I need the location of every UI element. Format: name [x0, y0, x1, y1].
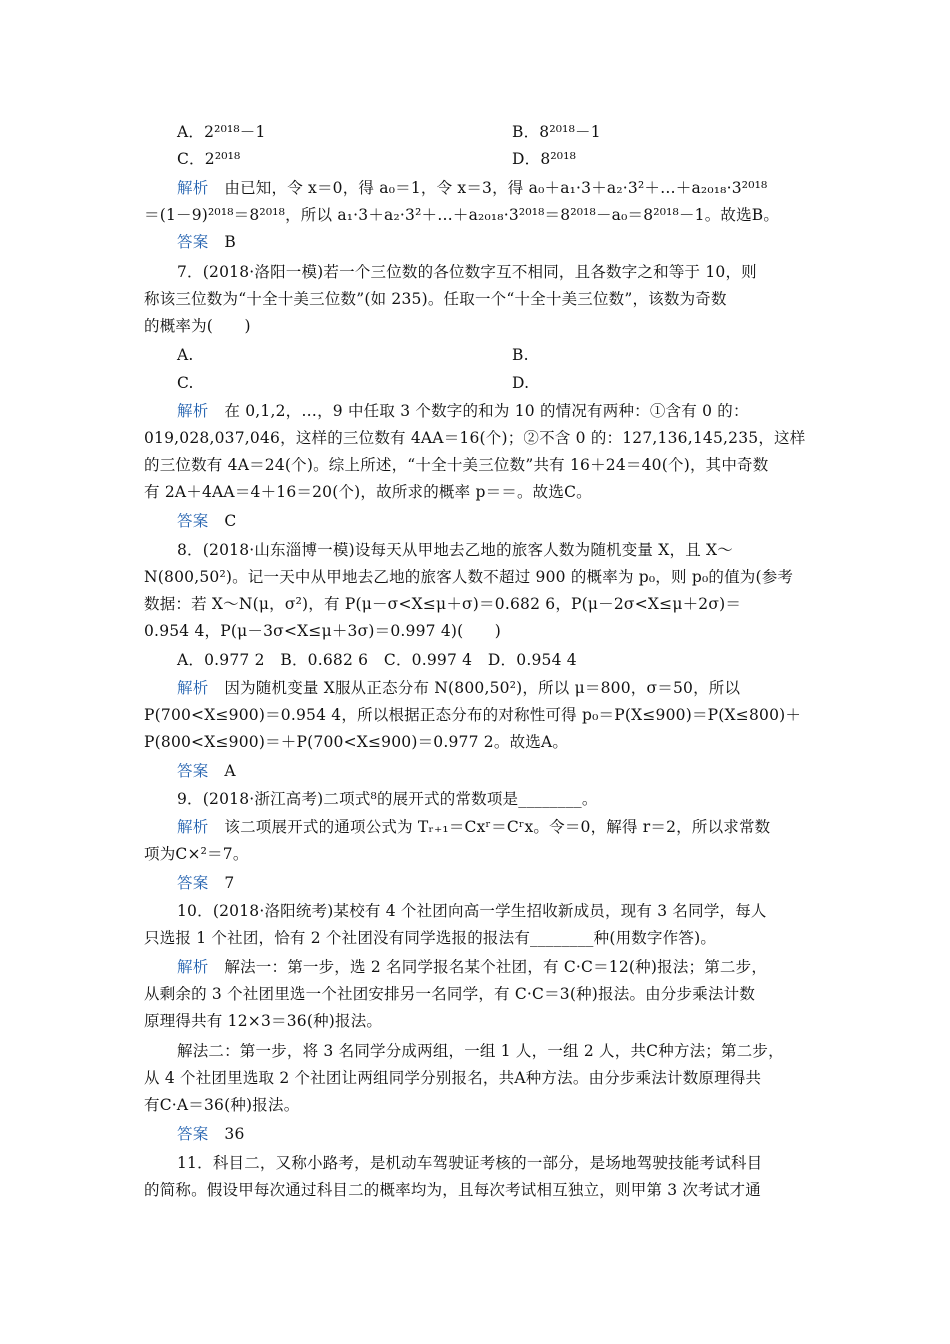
answer-line: 答案 B: [177, 233, 236, 251]
answer-label: 答案: [177, 233, 209, 251]
solution-label: 解析: [177, 818, 209, 836]
solution-line: 019,028,037,046，这样的三位数有 4AA＝16(个)；②不含 0 的：127,136,145,235，这样: [144, 429, 806, 447]
answer-label: 答案: [177, 512, 209, 530]
option-d: D．8²⁰¹⁸: [512, 150, 577, 168]
answer-line: 答案 A: [177, 762, 236, 780]
solution-label: 解析: [177, 402, 209, 420]
question-text: 8．(2018·山东淄博一模)设每天从甲地去乙地的旅客人数为随机变量 X，且 X～: [177, 541, 733, 559]
option-a: A.: [177, 346, 194, 364]
answer-label: 答案: [177, 1125, 209, 1143]
solution-line: 从剩余的 3 个社团里选一个社团安排另一名同学，有 C·C＝3(种)报法。由分步乘法计数: [144, 985, 756, 1003]
option-d: D.: [512, 374, 530, 392]
solution-line: P(800<X≤900)＝＋P(700<X≤900)＝0.977 2。故选A。: [144, 733, 569, 751]
option-b: B.: [512, 346, 529, 364]
solution-label: 解析: [177, 179, 209, 197]
solution-line: 解法二：第一步，将 3 名同学分成两组，一组 1 人，一组 2 人，共C种方法；第二步，: [177, 1042, 784, 1060]
solution-line: 的三位数有 4A＝24(个)。综上所述，“十全十美三位数”共有 16＋24＝40(个)，其中奇数: [144, 456, 769, 474]
solution-line: P(700<X≤900)＝0.954 4，所以根据正态分布的对称性可得 p₀＝P(X≤900)＝P(X≤800)＋: [144, 706, 802, 724]
solution-line: 解析 由已知，令 x＝0，得 a₀＝1，令 x＝3，得 a₀＋a₁·3＋a₂·3²＋…＋a₂₀₁₈·3²⁰¹⁸: [177, 179, 768, 197]
question-text: N(800,50²)。记一天中从甲地去乙地的旅客人数不超过 900 的概率为 p₀，则 p₀的值为(参考: [144, 568, 794, 586]
solution-line: 解析 因为随机变量 X服从正态分布 N(800,50²)，所以 μ＝800，σ＝50，所以: [177, 679, 741, 697]
question-text: 10．(2018·洛阳统考)某校有 4 个社团向高一学生招收新成员，现有 3 名同学，每人: [177, 902, 767, 920]
answer-line: 答案 36: [177, 1125, 245, 1143]
answer-label: 答案: [177, 762, 209, 780]
solution-label: 解析: [177, 958, 209, 976]
question-text: 的简称。假设甲每次通过科目二的概率均为，且每次考试相互独立，则甲第 3 次考试才通: [144, 1181, 761, 1199]
solution-line: 有 2A＋4AA＝4＋16＝20(个)，故所求的概率 p＝＝。故选C。: [144, 483, 592, 501]
solution-line: 解析 该二项展开式的通项公式为 Tᵣ₊₁＝Cxʳ＝Cʳx。令＝0，解得 r＝2，所以求常数: [177, 818, 771, 836]
solution-line: 解析 在 0,1,2，…，9 中任取 3 个数字的和为 10 的情况有两种：①含有 0 的：: [177, 402, 749, 420]
options-row-6a: [177, 120, 847, 144]
question-text: 称该三位数为“十全十美三位数”(如 235)。任取一个“十全十美三位数”，该数为奇数: [144, 290, 727, 308]
answer-label: 答案: [177, 874, 209, 892]
options-row-7b: [177, 371, 847, 395]
solution-line: 有C·A＝36(种)报法。: [144, 1096, 300, 1114]
solution-line: 解析 解法一：第一步，选 2 名同学报名某个社团，有 C·C＝12(种)报法；第二步，: [177, 958, 768, 976]
answer-line: 答案 C: [177, 512, 237, 530]
question-text: 11．科目二，又称小路考，是机动车驾驶证考核的一部分，是场地驾驶技能考试科目: [177, 1154, 763, 1172]
question-text: 的概率为( ): [144, 317, 251, 335]
solution-line: 从 4 个社团里选取 2 个社团让两组同学分别报名，共A种方法。由分步乘法计数原理得共: [144, 1069, 762, 1087]
solution-line: 项为C×²＝7。: [144, 845, 249, 863]
question-text: 0.954 4，P(μ－3σ<X≤μ＋3σ)＝0.997 4)( ): [144, 622, 502, 640]
option-c: C．2²⁰¹⁸: [177, 150, 241, 168]
options-row-7a: [177, 343, 847, 367]
solution-line: ＝(1－9)²⁰¹⁸＝8²⁰¹⁸，所以 a₁·3＋a₂·3²＋…＋a₂₀₁₈·3²⁰¹⁸＝8²⁰¹⁸－a₀＝8²⁰¹⁸－1。故选B。: [144, 206, 780, 224]
question-text: 7．(2018·洛阳一模)若一个三位数的各位数字互不相同，且各数字之和等于 10，则: [177, 263, 757, 281]
question-text: 数据：若 X～N(μ，σ²)，有 P(μ－σ<X≤μ＋σ)＝0.682 6，P(μ－2σ<X≤μ＋2σ)＝: [144, 595, 742, 613]
options-row-8: A．0.977 2 B．0.682 6 C．0.997 4 D．0.954 4: [177, 651, 577, 669]
question-text: 9．(2018·浙江高考)二项式⁸的展开式的常数项是________。: [177, 790, 598, 808]
option-b: B．8²⁰¹⁸－1: [512, 123, 601, 141]
solution-label: 解析: [177, 679, 209, 697]
option-c: C.: [177, 374, 194, 392]
solution-line: 原理得共有 12×3＝36(种)报法。: [144, 1012, 383, 1030]
question-text: 只选报 1 个社团，恰有 2 个社团没有同学选报的报法有________种(用数字作答)。: [144, 929, 717, 947]
answer-line: 答案 7: [177, 874, 235, 892]
options-row-6b: [177, 147, 847, 171]
option-a: A．2²⁰¹⁸－1: [177, 123, 266, 141]
